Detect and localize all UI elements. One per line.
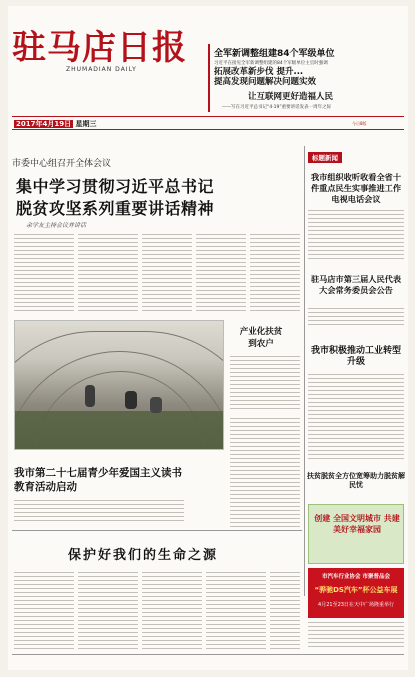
headline-news-tag: 标题新闻 [308, 152, 342, 163]
bottom-headline: 保护好我们的生命之源 [68, 548, 219, 563]
lead-body-col-2 [78, 234, 138, 314]
farmer-figure [85, 385, 95, 407]
lead-headline-1: 集中学习贯彻习近平总书记 [16, 177, 215, 196]
youth-reading-headline: 我市第二十七届青少年爱国主义读书教育活动启动 [14, 467, 182, 493]
section-divider [12, 530, 302, 531]
lead-kicker: 市委中心组召开全体会议 [12, 159, 112, 169]
right-bottom-body [308, 622, 404, 650]
auto-show-ad [308, 568, 404, 618]
right-story-1-headline: 我市组织收听收看全省十件重点民生实事推进工作电视电话会议 [310, 172, 402, 204]
right-story-2-body [308, 308, 404, 328]
lead-body-col-3 [142, 234, 192, 314]
civilized-city-ad-text: 创建 全国文明城市 共建美好幸福家园 [314, 514, 400, 534]
bottom-body-col-3 [142, 572, 202, 650]
top-headline-1: 全军新调整组建84个军级单位 [214, 49, 335, 59]
issue-date: 2017年4月19日 星期三 [16, 120, 97, 128]
newspaper-page [8, 6, 408, 670]
right-story-1-body [308, 210, 404, 262]
right-story-3-headline: 我市积极推动工业转型升级 [310, 346, 401, 367]
civilized-city-ad [308, 504, 404, 564]
lead-headline-2: 脱贫攻坚系列重要讲话精神 [16, 199, 215, 218]
bottom-body-col-2 [78, 572, 138, 650]
issue-info: 今日8版 [352, 121, 367, 126]
auto-show-ad-line-2: “骅驰DS汽车”杯公益车展 [314, 586, 398, 594]
dateline-bar [12, 116, 404, 130]
column-divider [304, 146, 305, 596]
auto-show-ad-line-1: 市汽车行业协会 市聚普品会 [322, 574, 390, 580]
lead-body-col-1 [14, 234, 74, 314]
bottom-body-col-1 [14, 572, 74, 650]
greenhouse-photo [14, 320, 224, 450]
youth-reading-body [14, 500, 184, 524]
photo-caption-body [230, 356, 300, 412]
right-story-3-body [308, 374, 404, 460]
top-subline-2: ——写在习近平总书记“4·19”重要讲话发表一周年之际 [222, 105, 332, 110]
right-story-2-headline: 驻马店市第三届人民代表大会常务委员会公告 [310, 274, 402, 295]
auto-show-ad-line-3: 4月21至23日在天中广场隆重举行 [318, 602, 394, 608]
footer-rule [12, 654, 404, 655]
right-story-4-headline: 扶贫脱贫全方位宽筹助力脱贫解民忧 [307, 472, 405, 489]
lead-body-col-5 [250, 234, 300, 314]
masthead-title: 驻马店日报 [12, 28, 187, 68]
top-headline-2: 拓展改革新步伐 提升... [214, 67, 304, 77]
farmer-figure [125, 391, 137, 409]
crop-rows [15, 411, 224, 450]
bottom-body-col-4 [206, 572, 266, 650]
masthead-pinyin: ZHUMADIAN DAILY [66, 66, 137, 73]
red-accent-bar [208, 44, 210, 112]
top-news-box [208, 44, 404, 112]
farmer-figure [150, 397, 162, 413]
top-headline-4: 让互联网更好造福人民 [248, 92, 334, 102]
lead-subhead: 余学友主持会议并讲话 [26, 222, 87, 229]
top-subline: 习近平在接见全军新调整组建的84个军级单位主官时强调 [214, 61, 328, 66]
bottom-body-col-5 [270, 572, 300, 650]
lead-body-col-4 [196, 234, 246, 314]
top-headline-3: 提高发现问题解决问题实效 [214, 77, 317, 87]
mid-right-body [230, 418, 300, 528]
photo-caption-title: 产业化扶贫 到农户 [239, 327, 283, 349]
